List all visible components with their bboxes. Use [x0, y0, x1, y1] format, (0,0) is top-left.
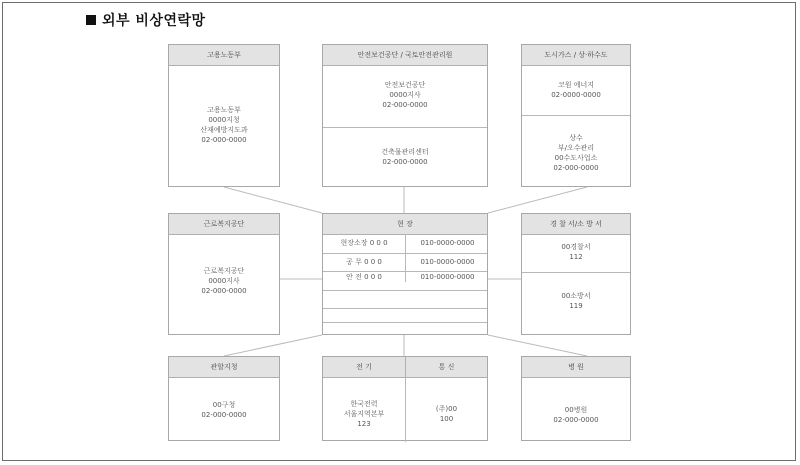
hospital-info: 00병원 02-000-0000: [553, 406, 599, 424]
welfare-box: [168, 213, 280, 335]
fire-info: 00소방서 119: [561, 292, 591, 310]
row-divider: [323, 322, 487, 323]
safety-agency-box: [322, 44, 488, 187]
telecom-info: (주)00 100: [435, 405, 458, 423]
telecom-header: 통 신: [406, 357, 487, 378]
row-divider: [323, 308, 487, 309]
divider: [522, 115, 630, 116]
divider: [323, 127, 487, 128]
hospital-box: [521, 356, 631, 441]
power-header: 전 기: [323, 357, 406, 378]
row-divider: [323, 290, 487, 291]
power-telecom-box: [322, 356, 488, 441]
building-center-info: 건축물관리센터 02-000-0000: [381, 148, 429, 166]
site-role-2: 공 무 0 0 0: [346, 257, 382, 266]
labor-ministry-info: 고용노동부 0000지청 산재예방지도과 02-000-0000: [200, 106, 248, 144]
district-header: 관할지청: [169, 357, 279, 378]
safety-agency-info: 안전보건공단 0000지사 02-000-0000: [382, 81, 428, 109]
welfare-header: 근로복지공단: [169, 214, 279, 235]
site-phone-3: 010-0000-0000: [420, 273, 475, 281]
labor-ministry-header: 고용노동부: [169, 45, 279, 66]
water-info: 상수 부/오수관리 00수도사업소 02-000-0000: [553, 134, 599, 172]
utility-header: 도시가스 / 상·하수도: [522, 45, 630, 66]
site-role-1: 현장소장 0 0 0: [340, 239, 388, 247]
police-info: 00경찰서 112: [561, 243, 591, 261]
welfare-info: 근로복지공단 0000지사 02-000-0000: [201, 267, 247, 295]
title-text: 외부 비상연락망: [102, 13, 206, 29]
district-info: 00구청 02-000-0000: [201, 401, 247, 419]
labor-ministry-box: [168, 44, 280, 187]
police-fire-box: [521, 213, 631, 335]
site-box: [322, 213, 488, 335]
site-phone-2: 010-0000-0000: [420, 257, 475, 266]
police-fire-header: 경 찰 서/소 방 서: [522, 214, 630, 235]
district-box: [168, 356, 280, 441]
site-header: 현 장: [323, 214, 487, 235]
power-info: 한국전력 서울지역본부 123: [343, 400, 385, 428]
utility-box: [521, 44, 631, 187]
site-role-3: 안 전 0 0 0: [346, 273, 382, 281]
hospital-header: 병 원: [522, 357, 630, 378]
site-phone-1: 010-0000-0000: [420, 239, 475, 247]
safety-agency-header: 안전보건공단 / 국토안전관리원: [323, 45, 487, 66]
divider: [522, 272, 630, 273]
gas-info: 코원 에너지 02-0000-0000: [551, 81, 601, 99]
